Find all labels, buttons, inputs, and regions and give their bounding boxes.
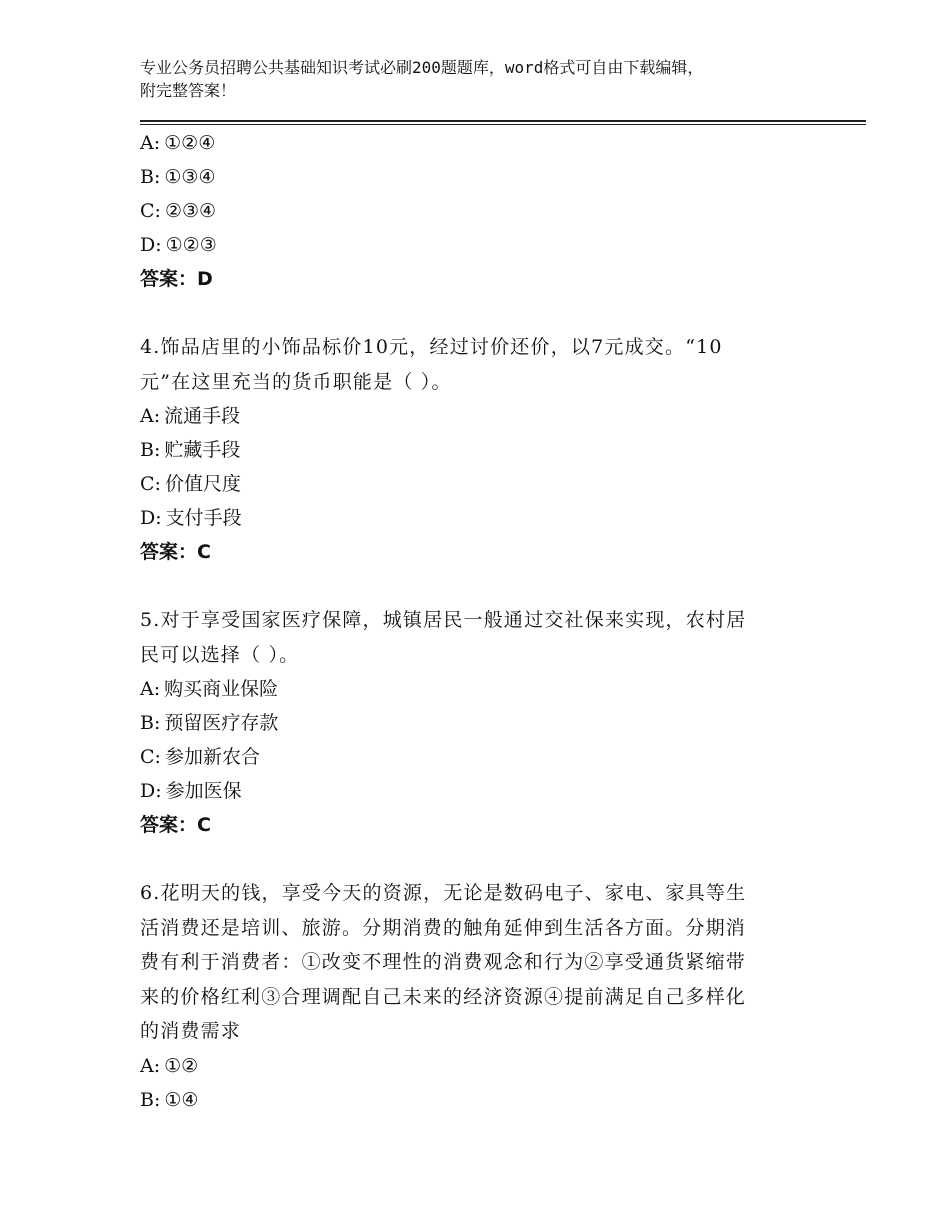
option-b: B: ①④ [140,1088,199,1111]
option-b: B: ①③④ [140,166,216,188]
option-d: D: 支付手段 [140,507,242,529]
question-text-line: 6.花明天的钱，享受今天的资源，无论是数码电子、家电、家具等生 [140,882,747,904]
option-a: A: ①②④ [140,132,216,154]
header-line-2: 附完整答案！ [140,81,237,100]
option-c: C: ②③④ [140,200,217,222]
question-text-line: 民可以选择（ ）。 [140,643,300,666]
option-a: A: 购买商业保险 [140,678,279,700]
question-text-line: 5.对于享受国家医疗保障，城镇居民一般通过交社保来实现，农村居 [140,609,747,631]
answer: 答案：D [140,268,213,290]
question-5 [140,603,800,842]
document-body [140,126,800,1117]
question-text-line: 4.饰品店里的小饰品标价10元，经过讨价还价，以7元成交。“10 [140,336,723,358]
question-text-line: 的消费需求 [140,1020,242,1042]
option-d: D: 参加医保 [140,780,242,802]
option-d: D: ①②③ [140,234,217,256]
answer: 答案：C [140,541,211,563]
option-a: A: ①② [140,1054,199,1077]
answer: 答案：C [140,814,211,836]
option-b: B: 预留医疗存款 [140,712,279,734]
option-c: C: 价值尺度 [140,473,241,495]
option-a: A: 流通手段 [140,405,241,427]
option-b: B: 贮藏手段 [140,439,241,461]
option-c: C: 参加新农合 [140,746,260,768]
question-text-line: 活消费还是培训、旅游。分期消费的触角延伸到生活各方面。分期消 [140,916,747,939]
question-4 [140,330,800,569]
question-3 [140,126,800,296]
question-text-line: 来的价格红利③合理调配自己未来的经济资源④提前满足自己多样化 [140,985,747,1008]
header-divider [140,120,866,125]
question-text-line: 元”在这里充当的货币职能是（ ）。 [140,370,452,393]
question-6 [140,876,800,1117]
header-line-1: 专业公务员招聘公共基础知识考试必刷200题题库，word格式可自由下载编辑， [140,58,704,77]
page-header [140,56,800,102]
question-text-line: 费有利于消费者：①改变不理性的消费观念和行为②享受通货紧缩带 [140,951,747,973]
